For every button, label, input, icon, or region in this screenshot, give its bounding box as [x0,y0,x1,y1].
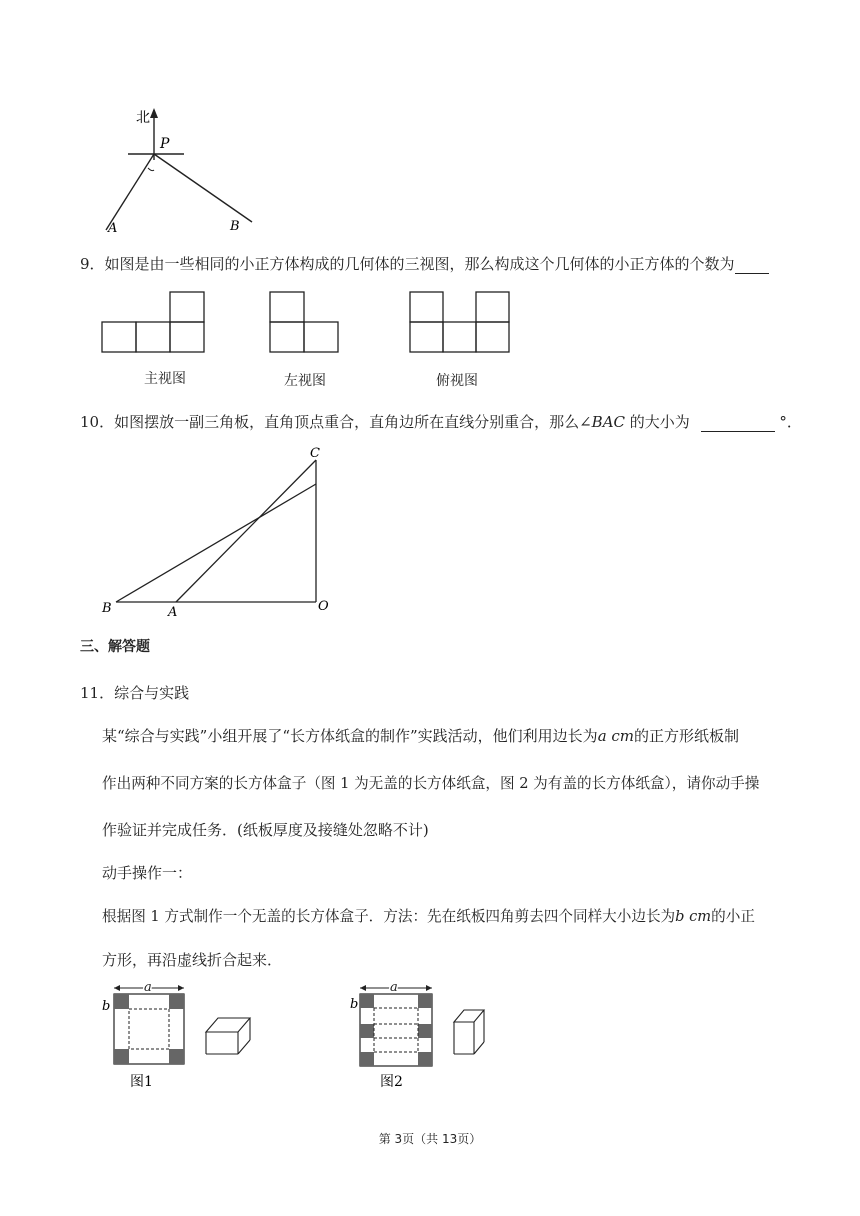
figure-1-caption: 图1 [130,1074,153,1090]
b-label: b [102,999,111,1014]
figure-2-caption: 图2 [380,1074,403,1090]
cut-corner [114,1049,129,1064]
q11-paragraph-line-1 [102,725,739,746]
north-arrow [150,108,158,118]
cut-edge [360,1024,374,1038]
section-title: 三、解答题 [80,639,150,655]
question-9-number: 9． [80,255,105,273]
cut-corner [360,994,374,1008]
op1-line1-var: b cm [675,908,712,925]
point-b-label: B [230,219,240,234]
top-view [410,292,509,352]
angle-arc [148,168,154,171]
question-10-angle: ∠BAC [579,413,626,431]
question-10-text-after: 的大小为 [629,413,690,431]
q11-line1-after: 的正方形纸板制 [634,727,740,745]
cut-edge [418,1024,432,1038]
cut-corner [169,1049,184,1064]
hypotenuse-ac [176,460,316,602]
front-view [102,292,204,352]
question-9-text: 如图是由一些相同的小正方体构成的几何体的三视图，那么构成这个几何体的小正方体的个数为 [104,255,735,273]
point-p-label: P [160,136,170,152]
closed-box-drawing [454,1010,484,1054]
cut-corner [418,994,432,1008]
question-9-answer-blank[interactable] [735,255,769,274]
point-a-label: A [108,221,118,234]
open-box-drawing [206,1018,250,1054]
point-a-label: A [168,605,178,620]
figure-1 [98,982,268,1092]
ray-pb [154,154,252,222]
triangle-set-figure [98,440,338,620]
top-view-caption: 俯视图 [436,373,478,389]
figure-2 [346,982,516,1092]
q11-paragraph-line-2: 作出两种不同方案的长方体盒子（图 1 为无盖的长方体纸盒，图 2 为有盖的长方体纸盒），请你动手操 [102,775,760,792]
b-label: b [350,997,359,1012]
point-b-label: B [102,601,112,616]
point-c-label: C [310,446,320,461]
q11-line1-text: 某“综合与实践”小组开展了“长方体纸盒的制作”实践活动，他们利用边长为 [102,727,598,745]
operation-1-line-2: 方形，再沿虚线折合起来． [102,951,283,969]
a-label: a [144,982,152,995]
question-10-answer-blank[interactable] [701,413,775,432]
fold-lines [374,1008,418,1052]
q11-paragraph-line-3: 作验证并完成任务．(纸板厚度及接缝处忽略不计) [102,821,429,839]
question-11-number: 11． [80,684,115,702]
question-9 [80,253,769,274]
question-10-text-before: 如图摆放一副三角板，直角顶点重合，直角边所在直线分别重合，那么 [114,413,580,431]
question-10-number: 10． [80,413,115,431]
cut-corner [169,994,184,1009]
fold-lines [129,1009,169,1049]
question-10-unit: °． [779,413,802,431]
question-11-title: 综合与实践 [114,684,190,702]
front-view-caption: 主视图 [144,371,186,387]
ray-pa [106,154,154,230]
north-label: 北 [136,110,150,126]
left-view-caption: 左视图 [284,373,326,389]
operation-1-line-1 [102,905,755,926]
cut-corner [360,1052,374,1066]
cut-corner [114,994,129,1009]
a-label: a [390,982,398,995]
operation-1-title: 动手操作一： [102,864,193,882]
page-footer: 第 3页（共 13页） [378,1132,482,1146]
q11-line1-var: a cm [597,727,635,745]
point-o-label: O [318,599,329,614]
op1-line1-text: 根据图 1 方式制作一个无盖的长方体盒子．方法：先在纸板四角剪去四个同样大小边长为 [102,908,676,925]
bearing-figure [100,102,260,234]
question-11-heading [80,682,189,703]
question-10 [80,411,802,432]
cut-corner [418,1052,432,1066]
left-view [270,292,338,352]
hypotenuse-b [116,484,316,602]
op1-line1-after: 的小正 [711,908,755,925]
